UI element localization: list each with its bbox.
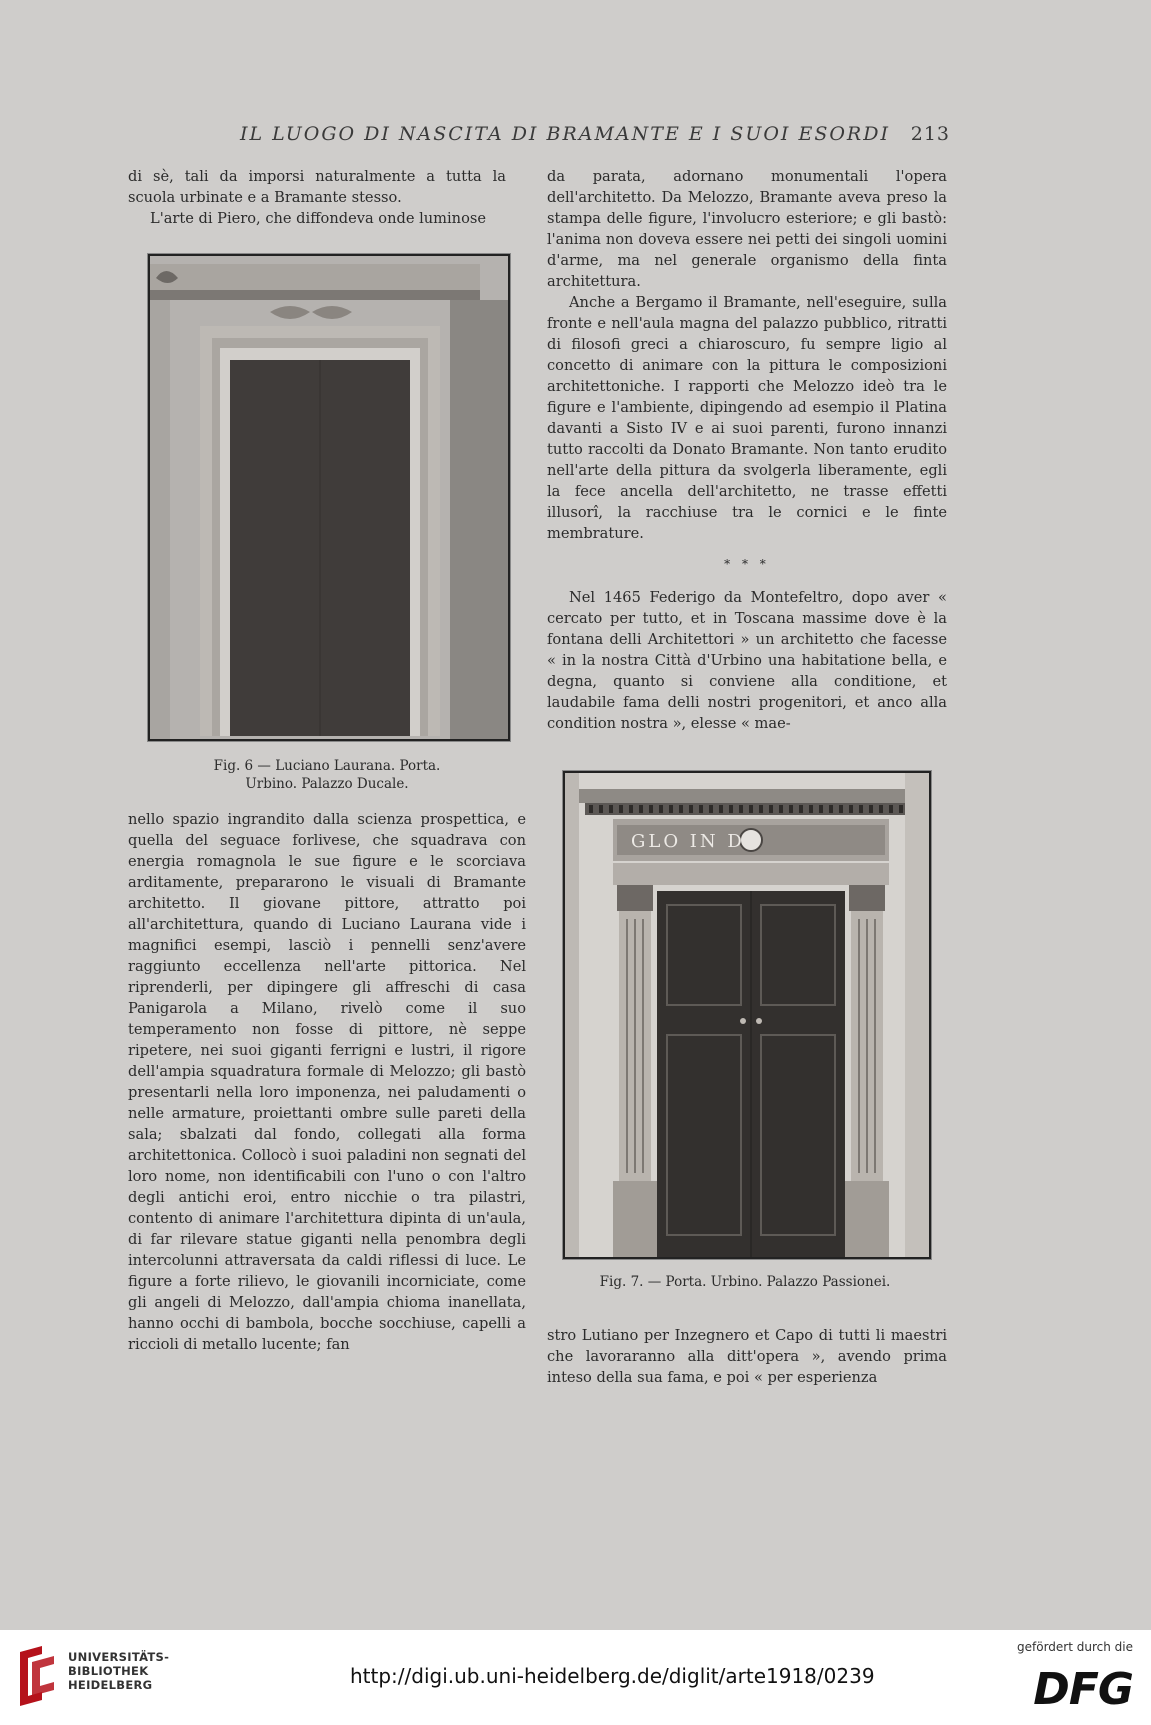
- section-divider: * * *: [724, 557, 770, 571]
- header-title: IL LUOGO DI NASCITA DI BRAMANTE E I SUOI ESORDI: [240, 123, 890, 145]
- door-passionei-image: [565, 773, 929, 1257]
- paragraph: Anche a Bergamo il Bramante, nell'eseguire, sulla fronte e nell'aula magna del palazzo pubblico, ritratti di filosofi greci a chiaroscuro, fu sempre ligio al concetto di animare con la pittura le composizioni architettoniche. I rapporti che Melozzo ideò tra le figure e l'ambiente, dipingendo ad esempio il Platina davanti a Sisto IV e ai suoi parenti, furono innanzi tutto raccolti da Donato Bramante. Non tanto erudito nell'arte della pittura da svolgerla liberamente, egli la fece ancella dell'architetto, ne trasse effetti illusorî, la racchiuse tra le cornici e le finte membrature.: [547, 294, 947, 542]
- paragraph: nello spazio ingrandito dalla scienza prospettica, e quella del seguace forlivese, che squadrava con energia romagnola le sue figure e le scorciava arditamente, prepararono le visuali di Bramante architetto. Il giovane pittore, attratto poi all'architettura, quando di Luciano Laurana vide i magnifici esempi, lasciò i pennelli senz'avere raggiunto eccellenza nell'arte pittorica. Nel riprenderli, per dipingere gli affreschi di casa Panigarola a Milano, rivelò come il suo temperamento non fosse di pittore, nè seppe ripetere, nei suoi giganti ferrigni e lustri, il rigore dell'ampia squadratura formale di Melozzo; gli bastò presentarli nella loro imponenza, nei paludamenti o nelle armature, proiettanti ombre sulle pareti della sala; sbalzati dal fondo, collegati alla forma architettonica. Collocò i suoi paladini non segnati del loro nome, non identificabili con l'uno o con l'altro degli antichi eroi, entro nicchie o tra pilastri, contento di animare l'architettura dipinta di un'aula, di far rilevare statue giganti nella penombra degli intercolunni attraversata da caldi riflessi di luce. Le figure a forte rilievo, le giovanili incorniciate, come gli angeli di Melozzo, dall'ampia chioma inanellata, hanno occhi di bambola, bocche socchiuse, capelli a riccioli di metallo lucente; fan: [128, 811, 526, 1353]
- paragraph: da parata, adornano monumentali l'opera dell'architetto. Da Melozzo, Bramante aveva preso la stampa delle figure, l'involucro esteriore; e gli bastò: l'anima non doveva essere nei petti dei singoli uomini d'arme, ma nel generale organismo della finta architettura.: [547, 168, 947, 290]
- paragraph: L'arte di Piero, che diffondeva onde luminose: [150, 210, 486, 227]
- caption-line: Fig. 6 — Luciano Laurana. Porta.: [213, 758, 441, 774]
- university-library-name: [68, 1650, 169, 1692]
- right-column-top: [547, 166, 947, 734]
- figure-7-caption: Fig. 7. — Porta. Urbino. Palazzo Passionei.: [599, 1274, 891, 1290]
- dfg-logo[interactable]: DFG: [1033, 1664, 1133, 1715]
- paragraph: Nel 1465 Federigo da Montefeltro, dopo aver « cercato per tutto, et in Toscana massime dove è la fontana delli Architettori » un architetto che facesse « in la nostra Città d'Urbino una habitatione bella, e degna, quanto si conviene alla conditione, et laudabile fama delli nostri progenitori, et anco alla condition nostra », elesse « mae-: [547, 589, 947, 732]
- figure-6-caption: [148, 757, 506, 793]
- library-line: UNIVERSITÄTS-: [68, 1650, 170, 1664]
- university-library-logo-icon[interactable]: [14, 1644, 60, 1710]
- right-column-bottom: [547, 1325, 947, 1388]
- funding-note: gefördert durch die: [1017, 1640, 1133, 1654]
- permalink-url[interactable]: http://digi.ub.uni-heidelberg.de/diglit/arte1918/0239: [350, 1664, 875, 1688]
- frieze-inscription: GLO IN D: [631, 831, 745, 852]
- left-column: [128, 809, 526, 1355]
- paragraph: stro Lutiano per Inzegnero et Capo di tutti li maestri che lavoraranno alla ditt'opera », avendo prima inteso della sua fama, e poi « per esperienza: [547, 1327, 947, 1386]
- library-line: HEIDELBERG: [68, 1678, 153, 1692]
- viewer-footer: [0, 1630, 1151, 1725]
- page-number: 213: [910, 123, 950, 145]
- paragraph: di sè, tali da imporsi naturalmente a tutta la scuola urbinate e a Bramante stesso.: [128, 168, 506, 206]
- caption-line: Urbino. Palazzo Ducale.: [245, 776, 409, 792]
- library-line: BIBLIOTHEK: [68, 1664, 149, 1678]
- door-laurana-image: [150, 256, 508, 739]
- figure-7-photo: [563, 771, 931, 1259]
- running-header: [240, 123, 950, 145]
- left-column-top: [128, 166, 506, 229]
- figure-6-photo: [148, 254, 510, 741]
